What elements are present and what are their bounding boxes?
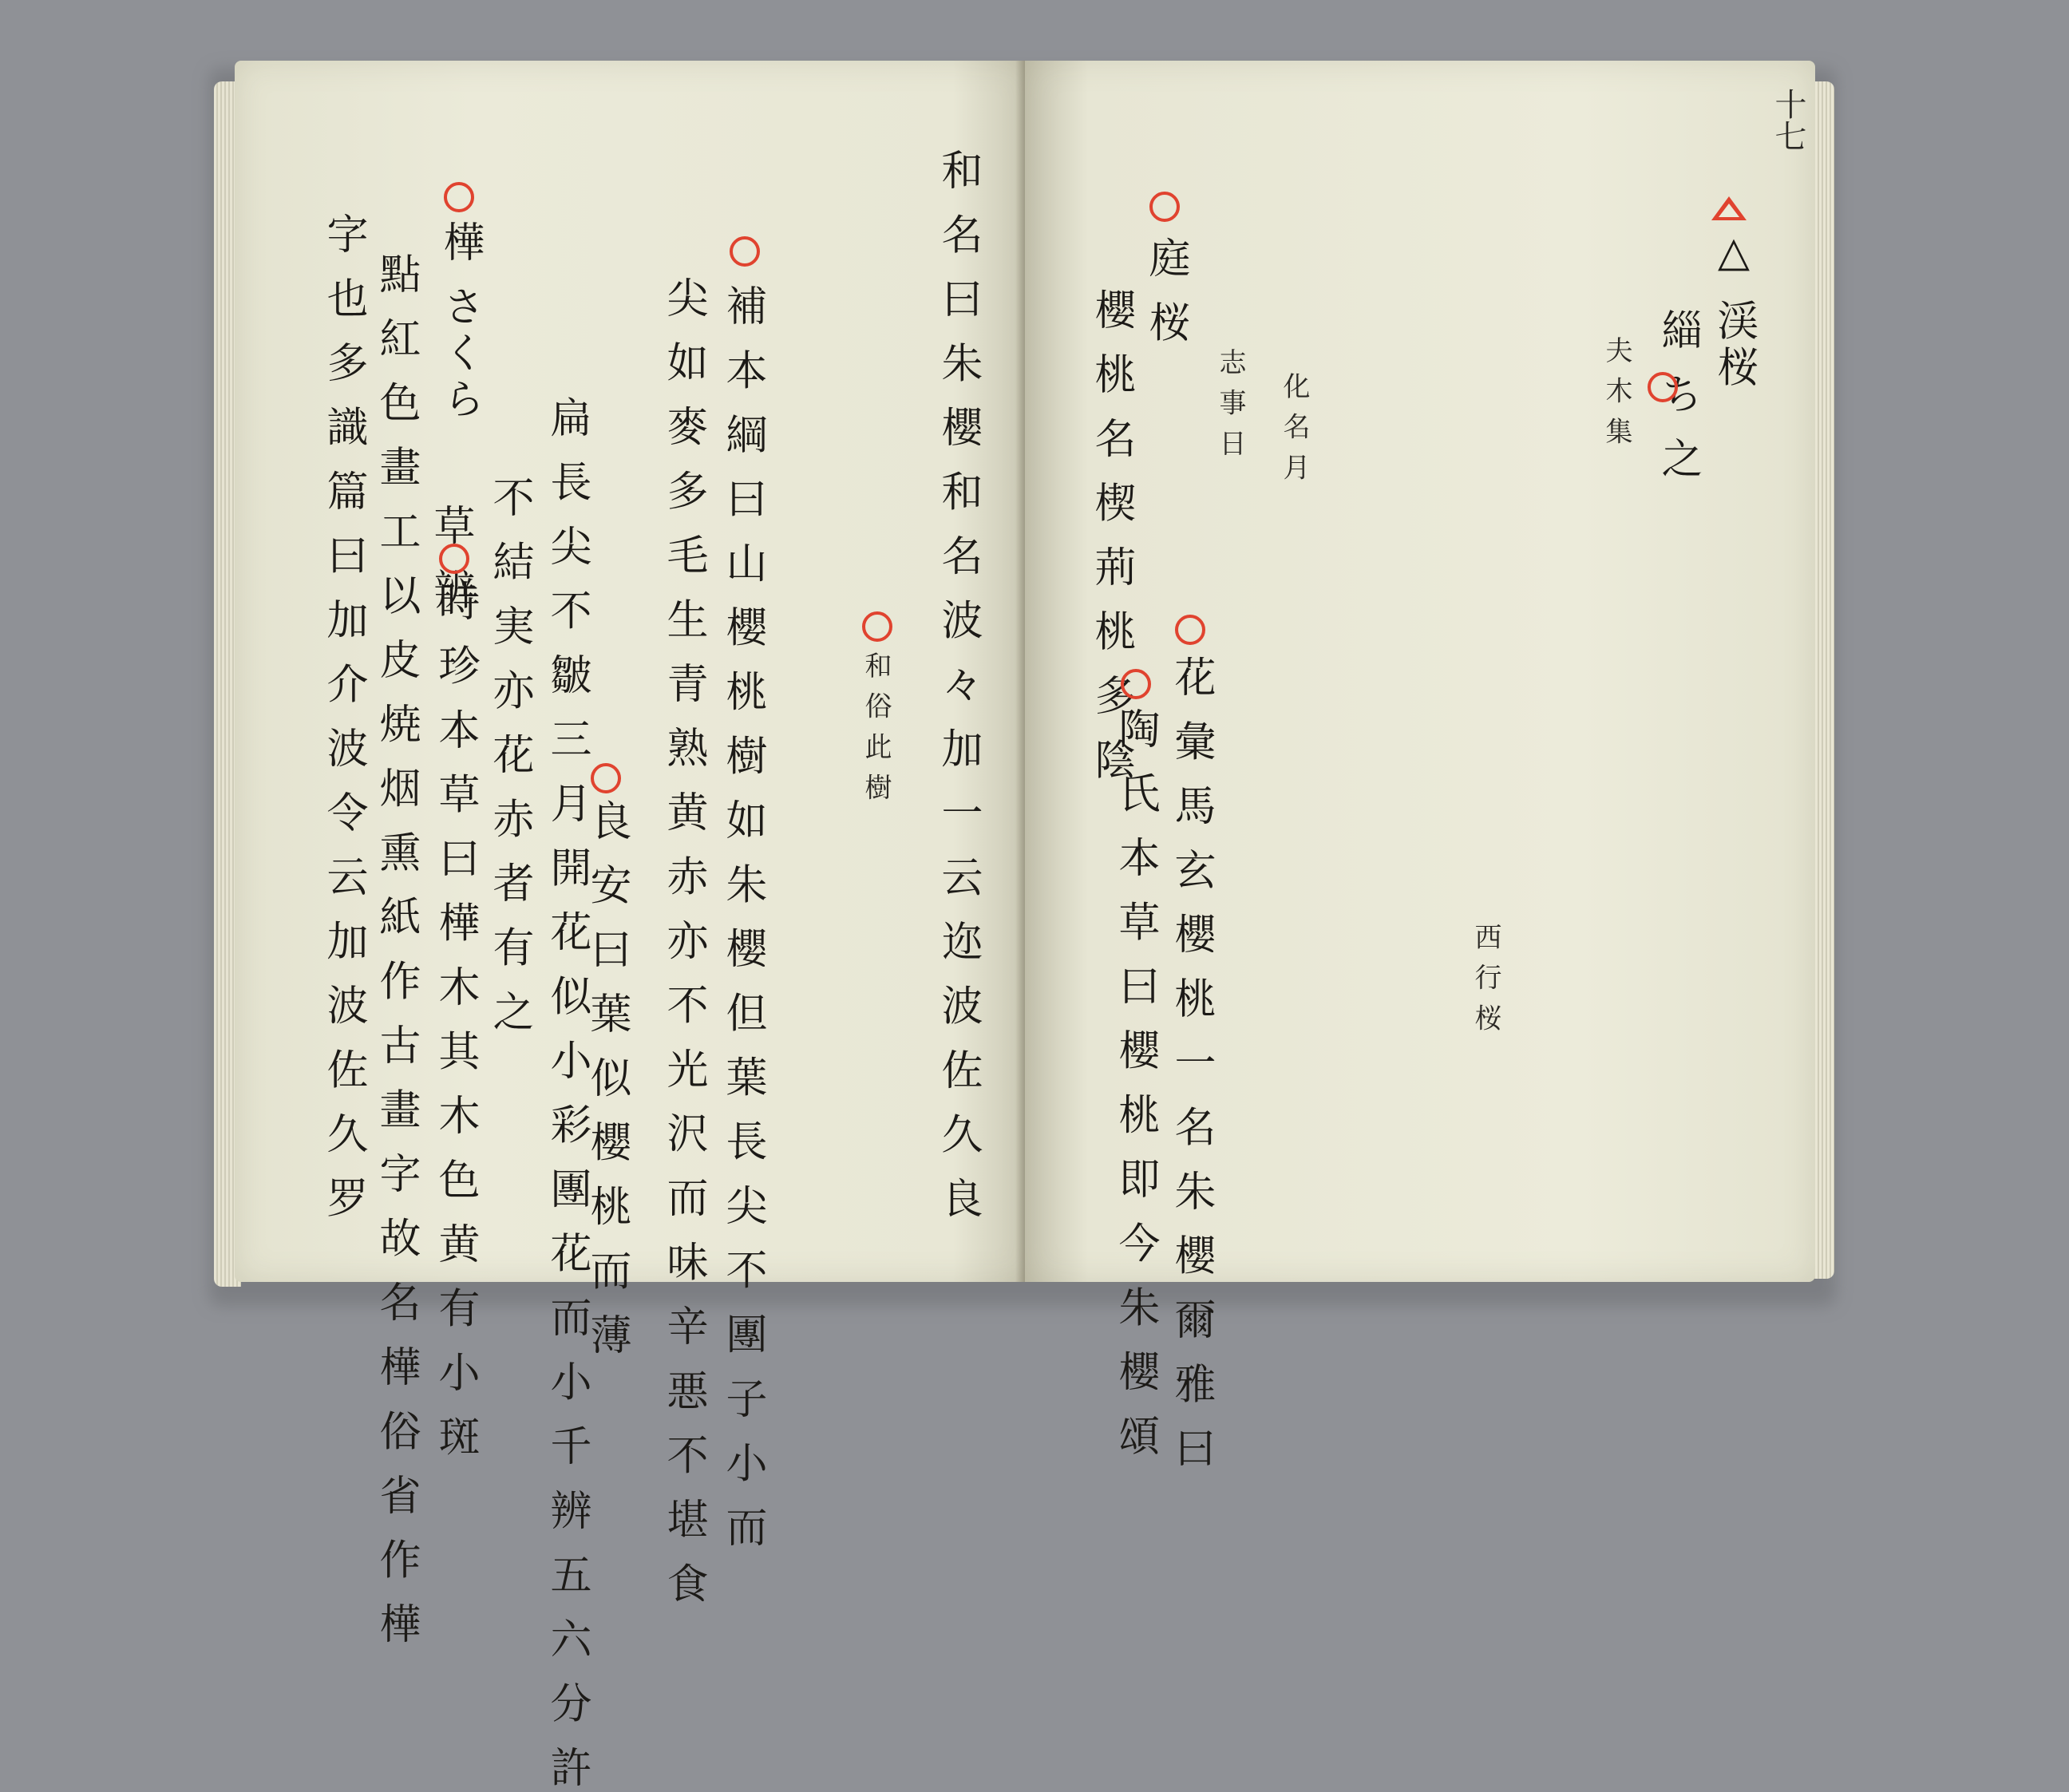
text-column: 點 紅 色 畫 工 以 皮 焼 烟 熏 紙 作 古 畫 字 故 名 樺 俗 省 作 樺	[372, 252, 420, 1649]
text-column: 字 也 多 識 篇 曰 加 介 波 令 云 加 波 佐 久 罗	[319, 212, 367, 1223]
text-column: 和 俗 此 樹	[860, 651, 892, 803]
red-circle-mark	[439, 544, 469, 574]
page-edges-right	[1814, 81, 1834, 1279]
text-column: 陶 氏 本 草 曰 櫻 桃 即 今 朱 櫻 頌	[1111, 707, 1159, 1461]
red-circle-mark	[591, 763, 621, 793]
text-column: 補 本 綱 曰 山 櫻 桃 樹 如 朱 櫻 但 葉 長 尖 不 團 子 小 而	[718, 284, 766, 1553]
text-column: 夫 木 集	[1600, 336, 1632, 447]
text-column: 化 名 月	[1278, 372, 1310, 483]
text-column: △ 渓桜	[1710, 228, 1758, 392]
text-column: 尖 如 麥 多 毛 生 青 熟 黄 赤 亦 不 光 沢 而 味 辛 悪 不 堪 食	[659, 276, 707, 1608]
red-circle-mark	[444, 182, 474, 212]
text-column: 不 結 実 亦 花 赤 者 有 之	[485, 476, 533, 1037]
red-circle-mark	[730, 236, 760, 267]
text-column: 時 珍 本 草 曰 樺 木 其 木 色 黄 有 小 斑	[431, 580, 479, 1462]
red-circle-mark	[1175, 615, 1205, 645]
red-triangle-mark	[1711, 196, 1747, 220]
text-column: 緇 ち 之	[1654, 308, 1702, 484]
page-number: 十七	[1770, 88, 1806, 152]
text-column: 西 行 桜	[1470, 923, 1501, 1034]
red-circle-mark	[1648, 372, 1678, 402]
open-book	[214, 61, 1834, 1792]
text-column: 良 安 曰 葉 似 櫻 桃 而 薄	[583, 799, 631, 1360]
left-page	[235, 61, 1033, 1792]
text-column: 志 事 日	[1214, 348, 1246, 459]
text-column: 和 名 曰 朱 櫻 和 名 波 々 加 一 云 迩 波 佐 久 良	[934, 148, 982, 1224]
text-column: 扁 長 尖 不 皺 三 月 開 花 似 小 彩 團 花 而 小 千 辨 五 六 分 許	[543, 396, 591, 1792]
red-circle-mark	[862, 611, 892, 642]
text-column: 草 辨	[426, 504, 474, 615]
right-page	[1025, 61, 1815, 1474]
text-column: 庭 桜	[1141, 236, 1189, 347]
red-circle-mark	[1149, 192, 1180, 222]
text-column: 櫻 桃 名 楔 荊 桃 多 陰	[1087, 288, 1135, 785]
text-column: 樺 さくら	[436, 220, 484, 424]
red-circle-mark	[1121, 669, 1151, 699]
text-column: 花 彙 馬 玄 櫻 桃 一 名 朱 櫻 爾 雅 曰	[1167, 655, 1215, 1474]
